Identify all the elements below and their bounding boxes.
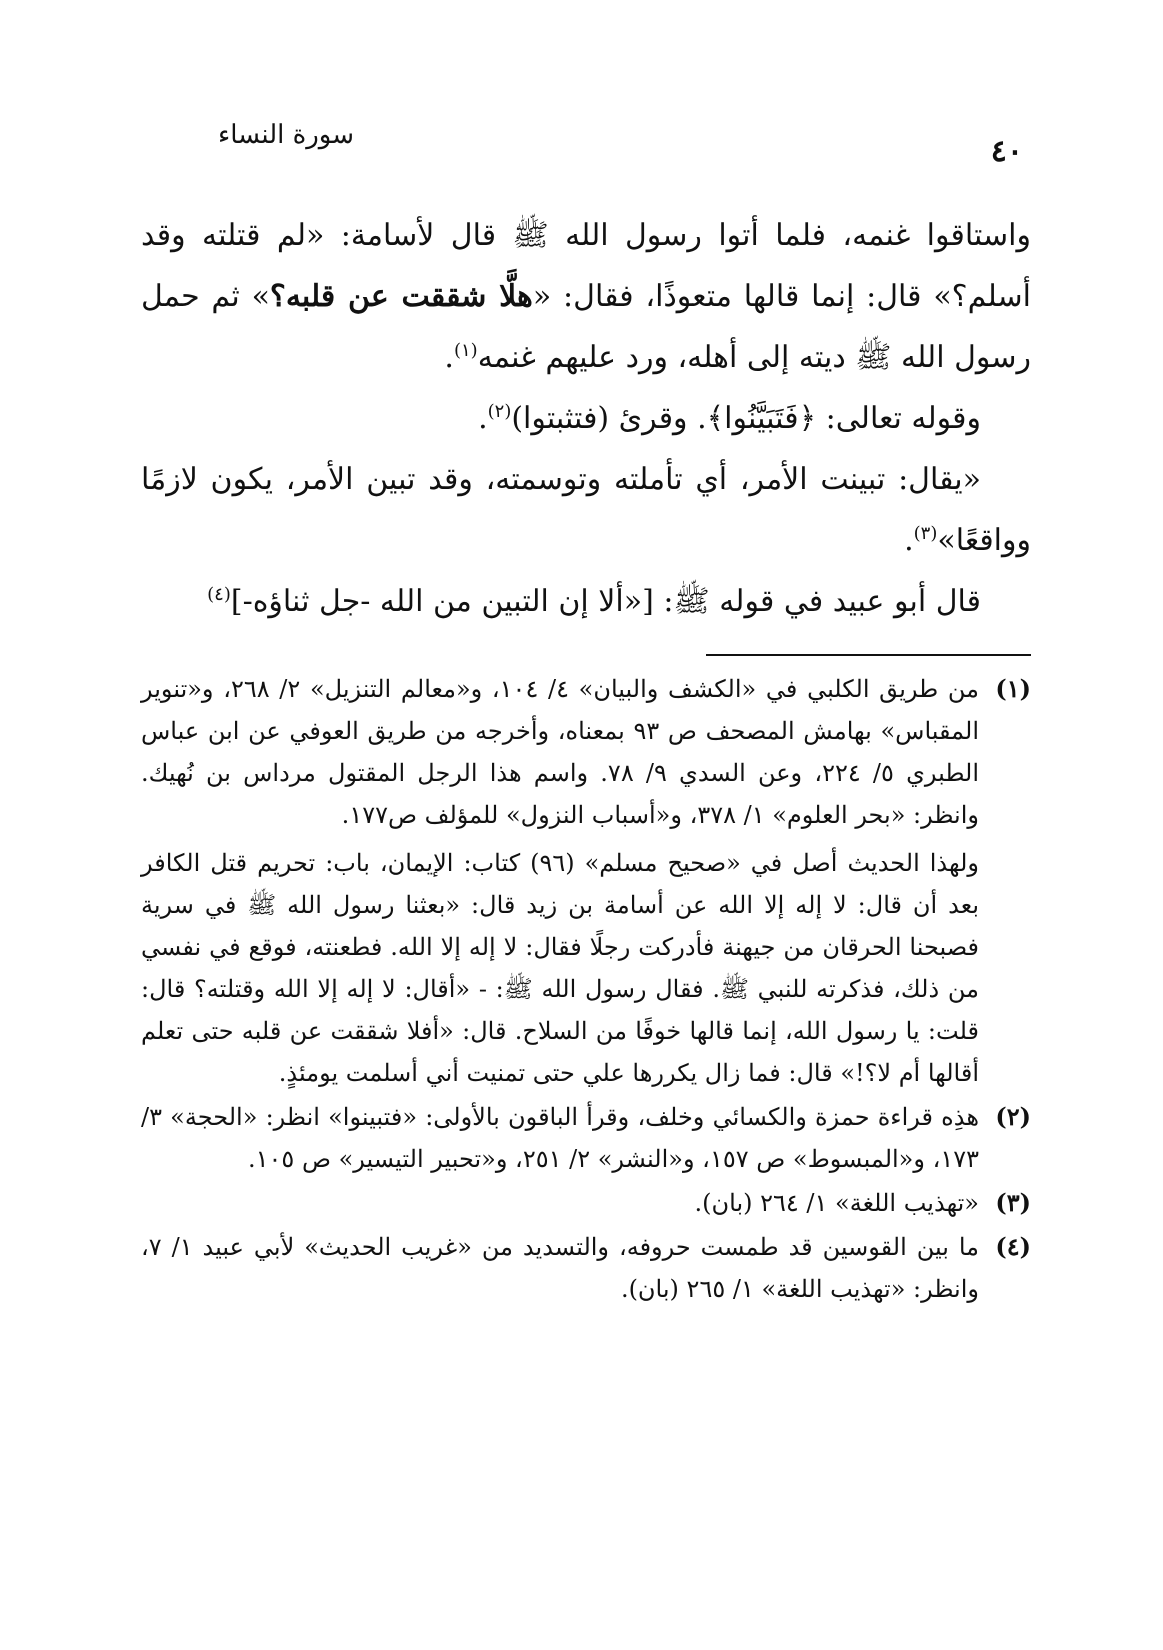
bold-quote: هلَّا شققت عن قلبه؟ [269,279,533,314]
page-number: ٤٠ [990,134,1023,169]
footnote-ref-4[interactable]: (٤) [207,584,231,605]
main-paragraph-4 [141,571,1031,632]
footnote-paragraph: «تهذيب اللغة» ١/ ٢٦٤ (بان). [694,1189,979,1217]
main-text-run: . [478,401,488,436]
footnote-body [141,1096,979,1180]
footnote-body [141,668,979,1094]
main-text-run: قال أبو عبيد في قوله ﷺ: [«ألا إن التبين من الله -جل ثناؤه-] [230,584,981,619]
footnote-paragraph: هذِه قراءة حمزة والكسائي وخلف، وقرأ الباقون بالأولى: «فتبينوا» انظر: «الحجة» ٣/ ١٧٣، و«المبسوط» ص ١٥٧، و«النشر» ٢/ ٢٥١، و«تحبير التيسير» ص ١٠٥. [141,1103,979,1173]
footnote-number: (٤) [995,1232,1031,1261]
surah-title: سورة النساء [218,120,354,150]
main-text-run: «يقال: تبينت الأمر، أي تأملته وتوسمته، وقد تبين الأمر، يكون لازمًا وواقعًا» [141,462,1031,558]
main-text [141,205,1031,632]
footnote-ref-2[interactable]: (٢) [487,401,512,422]
footnote-ref-1[interactable]: (١) [453,340,478,361]
main-paragraph-1 [141,205,1031,388]
footnote-separator [706,654,1031,656]
main-text-run: . [444,340,454,375]
footnote-number: (٣) [995,1188,1031,1217]
running-head [170,120,1023,170]
footnotes [141,668,1031,1312]
footnote-3 [141,1182,1031,1224]
footnote-paragraph: ما بين القوسين قد طمست حروفه، والتسديد من «غريب الحديث» لأبي عبيد ١/ ٧، وانظر: «تهذيب اللغة» ١/ ٢٦٥ (بان). [141,1233,980,1303]
main-text-run: وقوله تعالى: ﴿فَتَبَيَّنُوا﴾. وقرئ (فتثبتوا) [511,401,981,436]
footnote-number: (١) [995,674,1031,703]
footnote-body [141,1182,979,1224]
footnote-body [141,1226,979,1310]
main-text-run: واستاقوا غنمه، فلما أتوا رسول الله ﷺ قال لأسامة: «لم قتلته وقد أسلم؟» [141,218,1031,314]
main-paragraph-2 [141,388,1031,449]
footnote-4 [141,1226,1031,1310]
main-text-run: قال: إنما قالها متعوذًا، فقال: « [532,279,922,314]
footnote-paragraph: ولهذا الحديث أصل في «صحيح مسلم» (٩٦) كتاب: الإيمان، باب: تحريم قتل الكافر بعد أن قال: لا إله إلا الله عن أسامة بن زيد قال: «بعثنا رسول الله ﷺ في سرية فصبحنا الحرقان من جيهنة فأدركت رجلًا فقال: لا إله إلا الله. فطعنته، فوقع في نفسي من ذلك، فذكرته للنبي ﷺ. فقال رسول الله ﷺ: - «أقال: لا إله إلا الله وقتلته؟ قال: قلت: يا رسول الله، إنما قالها خوفًا من السلاح. قال: «أفلا شققت عن قلبه حتى تعلم أقالها أم لا؟!» قال: فما زال يكررها علي حتى تمنيت أني أسلمت يومئذٍ. [141,849,979,1087]
footnote-number: (٢) [995,1102,1031,1131]
footnote-2 [141,1096,1031,1180]
main-paragraph-3 [141,449,1031,571]
footnote-ref-3[interactable]: (٣) [913,523,938,544]
main-text-run: » ثم حمل رسول الله ﷺ ديته إلى أهله، ورد عليهم غنمه [141,279,1031,375]
footnote-paragraph: من طريق الكلبي في «الكشف والبيان» ٤/ ١٠٤، و«معالم التنزيل» ٢/ ٢٦٨، و«تنوير المقباس» بهامش المصحف ص ٩٣ بمعناه، وأخرجه من طريق العوفي عن ابن عباس الطبري ٥/ ٢٢٤، وعن السدي ٩/ ٧٨. واسم هذا الرجل المقتول مرداس بن نُهيك. وانظر: «بحر العلوم» ١/ ٣٧٨، و«أسباب النزول» للمؤلف ص١٧٧. [141,675,980,829]
footnote-1 [141,668,1031,1094]
main-text-run: . [904,523,914,558]
